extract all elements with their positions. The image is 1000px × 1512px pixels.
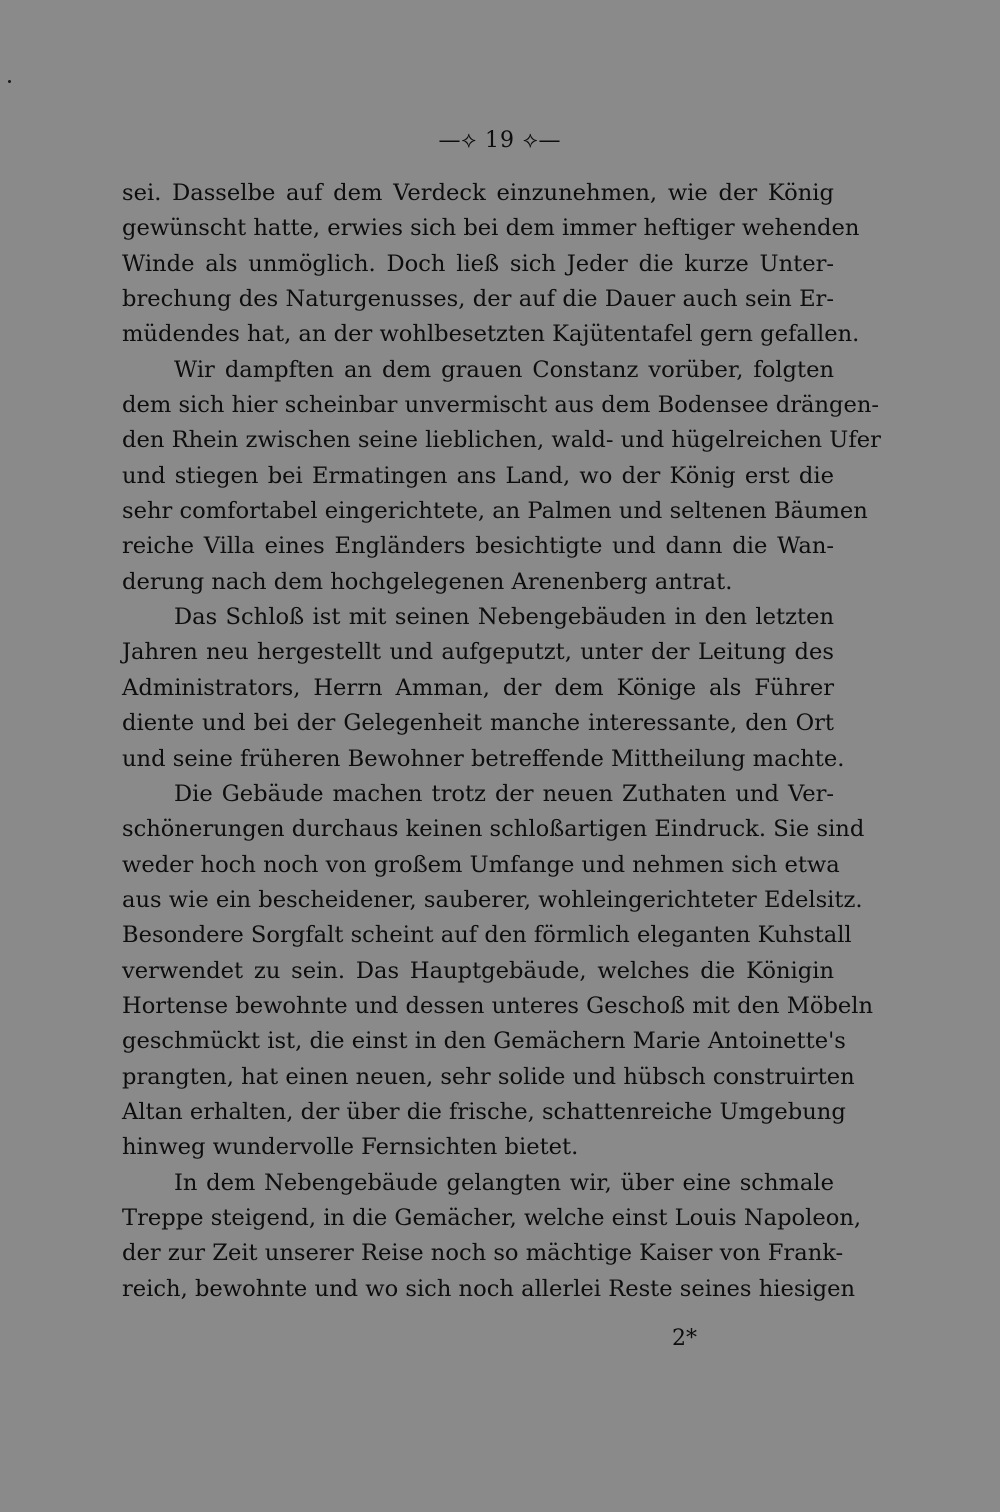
text-line: Wir dampften an dem grauen Constanz vorüber, folgten [174, 356, 834, 383]
text-line: Altan erhalten, der über die frische, schattenreiche Umgebung [122, 1098, 846, 1125]
text-line: der zur Zeit unserer Reise noch so mächtige Kaiser von Frank- [122, 1240, 844, 1267]
text-line: reiche Villa eines Engländers besichtigte und dann die Wan- [122, 533, 834, 560]
text-line: diente und bei der Gelegenheit manche interessante, den Ort [122, 710, 834, 737]
text-line: Winde als unmöglich. Doch ließ sich Jeder die kurze Unter- [122, 250, 834, 277]
text-line: Treppe steigend, in die Gemächer, welche einst Louis Napoleon, [122, 1204, 862, 1231]
text-line: und stiegen bei Ermatingen ans Land, wo der König erst die [122, 462, 834, 489]
body-text [122, 176, 881, 1307]
text-line: In dem Nebengebäude gelangten wir, über eine schmale [174, 1169, 834, 1196]
text-line: Die Gebäude machen trotz der neuen Zuthaten und Ver- [174, 780, 834, 807]
text-line: reich, bewohnte und wo sich noch allerlei Reste seines hiesigen [122, 1275, 856, 1302]
text-line: sehr comfortabel eingerichtete, an Palmen und seltenen Bäumen [122, 498, 868, 525]
text-line: hinweg wundervolle Fernsichten bietet. [122, 1134, 579, 1161]
page-header: —⟡ 19 ⟡— [438, 128, 562, 153]
signature-mark: 2* [672, 1326, 697, 1351]
text-line: den Rhein zwischen seine lieblichen, wald- und hügelreichen Ufer [122, 427, 881, 454]
paper-speck [8, 80, 11, 83]
text-line: gewünscht hatte, erwies sich bei dem immer heftiger wehenden [122, 215, 860, 242]
text-line: brechung des Naturgenusses, der auf die Dauer auch sein Er- [122, 286, 834, 313]
text-line: Besondere Sorgfalt scheint auf den förmlich eleganten Kuhstall [122, 922, 852, 949]
text-line: Das Schloß ist mit seinen Nebengebäuden in den letzten [174, 604, 834, 631]
text-line: Hortense bewohnte und dessen unteres Geschoß mit den Möbeln [122, 992, 874, 1019]
text-line: prangten, hat einen neuen, sehr solide und hübsch construirten [122, 1063, 855, 1090]
text-line: weder hoch noch von großem Umfange und nehmen sich etwa [122, 851, 840, 878]
text-line: Administrators, Herrn Amman, der dem Könige als Führer [122, 674, 834, 701]
text-line: und seine früheren Bewohner betreffende Mittheilung machte. [122, 745, 845, 772]
text-line: verwendet zu sein. Das Hauptgebäude, welches die Königin [122, 957, 834, 984]
text-line: sei. Dasselbe auf dem Verdeck einzunehmen, wie der König [122, 180, 834, 206]
text-line: derung nach dem hochgelegenen Arenenberg antrat. [122, 568, 733, 595]
text-line: Jahren neu hergestellt und aufgeputzt, unter der Leitung des [122, 639, 834, 666]
text-line: müdendes hat, an der wohlbesetzten Kajütentafel gern gefallen. [122, 321, 860, 348]
text-line: geschmückt ist, die einst in den Gemächern Marie Antoinette's [122, 1028, 846, 1055]
text-line: dem sich hier scheinbar unvermischt aus dem Bodensee drängen- [122, 392, 880, 419]
text-line: schönerungen durchaus keinen schloßartigen Eindruck. Sie sind [122, 816, 865, 843]
text-line: aus wie ein bescheidener, sauberer, wohleingerichteter Edelsitz. [122, 886, 863, 913]
